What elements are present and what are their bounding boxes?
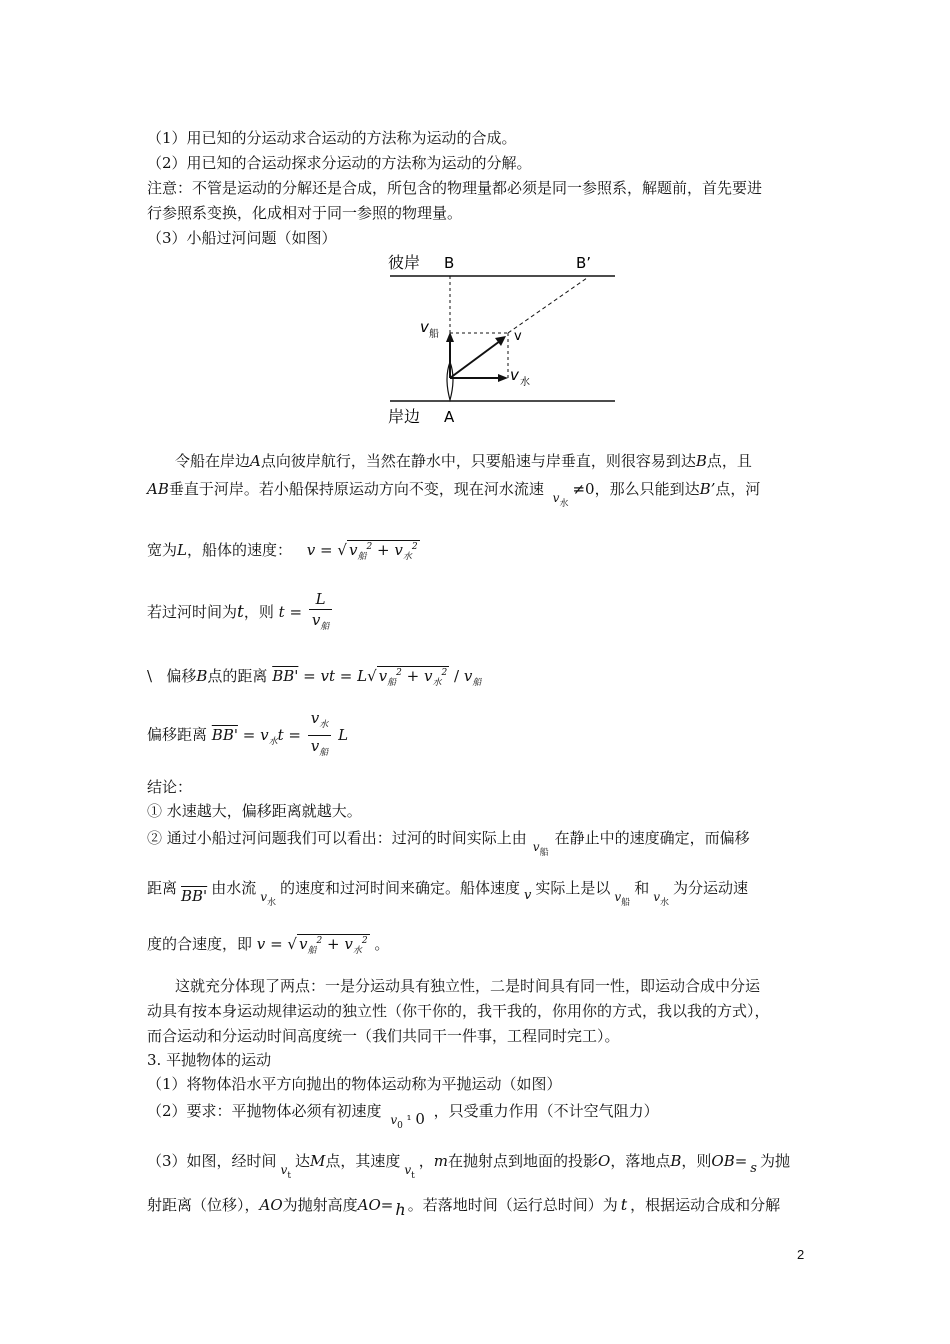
point-a-label: A <box>444 408 455 426</box>
v-ship-sub: 船 <box>429 329 439 340</box>
conclusion-2-cont: 距离 BB' 由水流 $v_水$的速度和过河时间来确定。船体速度 v 实际上是以 $v_船$和 $v_水$为分运动速 <box>147 879 749 908</box>
conclusion-heading: 结论： <box>147 778 193 796</box>
v-water-sub: 水 <box>520 377 530 388</box>
v-water-arrowhead <box>498 374 508 382</box>
dashed-line-to-b-prime <box>508 278 587 333</box>
point-b-prime-label: B’ <box>576 254 592 272</box>
summary-line-2: 动具有按本身运动规律运动的独立性（你干你的，我干我的，你用你的方式，我以我的方式）， <box>147 1002 770 1020</box>
near-bank-label: 岸边 <box>388 407 421 426</box>
text-line-1: （1）用已知的分运动求合运动的方法称为运动的合成。 <box>147 129 517 147</box>
v-ship-label: v <box>420 318 429 336</box>
paragraph-river-width: 宽为L，船体的速度： v = √ $v_船^2 + v_水^2$ <box>147 541 418 562</box>
text-line-2: （2）用已知的合运动探求分运动的方法称为运动的分解。 <box>147 154 532 172</box>
formula-time: t = $\frac{L}{v_船}$ <box>279 603 335 621</box>
conclusion-2-end: 度的合速度，即 v = √ $v_船^2 + v_水^2$ 。 <box>147 935 390 956</box>
formula-offset: BB' = vt = L√ $v_船^2 + v_水^2 / v_船$ <box>272 667 482 688</box>
paragraph-boat-line-1: 令船在岸边A点向彼岸航行，当然在静水中，只要船速与岸垂直，则很容易到达B点，且 <box>175 452 752 470</box>
section-3-item-3-cont: 射距离（位移），AO为抛射高度AO= h 。若落地时间（运行总时间）为 t ，根据运动合成和分解 <box>147 1195 781 1219</box>
page-number: 2 <box>797 1247 805 1262</box>
paragraph-offset-distance: 偏移距离 $BB' = v_水t$ = $\frac{v_水}{v_船}$ L <box>147 709 349 758</box>
section-3-item-2: （2）要求：平抛物体必须有初速度 $v_0$ ¹ 0 ，只受重力作用（不计空气阻力） <box>147 1100 659 1129</box>
boat-crossing-diagram <box>380 248 620 428</box>
section-3-heading: 3. 平抛物体的运动 <box>147 1051 272 1069</box>
point-b-label: B <box>444 254 455 272</box>
text-line-note: 注意：不管是运动的分解还是合成，所包含的物理量都必须是同一参照系，解题前，首先要进 <box>147 179 763 197</box>
v-water-label: v <box>510 366 519 384</box>
summary-line-1: 这就充分体现了两点：一是分运动具有独立性，二是时间具有同一性，即运动合成中分运 <box>175 977 761 995</box>
v-resultant-arrow <box>450 341 500 378</box>
conclusion-1: ① 水速越大，偏移距离就越大。 <box>147 802 362 820</box>
section-3-item-1: （1）将物体沿水平方向抛出的物体运动称为平抛运动（如图） <box>147 1075 562 1093</box>
text-line-boat-heading: （3）小船过河问题（如图） <box>147 229 337 247</box>
paragraph-crossing-time: 若过河时间为t，则 t = $\frac{L}{v_船}$ <box>147 588 334 636</box>
text-line-note-cont: 行参照系变换，化成相对于同一参照的物理量。 <box>147 204 463 222</box>
v-label: v <box>514 329 522 344</box>
formula-offset-2: $BB' = v_水t$ = $\frac{v_水}{v_船}$ L <box>211 709 349 758</box>
paragraph-offset-b: \ 偏移B点的距离 BB' = vt = L√ $v_船^2 + v_水^2 / v_船$ <box>147 667 482 688</box>
formula-v-resultant-2: v = √ $v_船^2 + v_水^2$ <box>256 935 368 956</box>
formula-v0-neq-0: $v_0$ ¹ 0 <box>390 1110 425 1131</box>
far-bank-label: 彼岸 <box>388 253 421 272</box>
conclusion-2: ② 通过小船过河问题我们可以看出：过河的时间实际上由 $v_船$在静止中的速度确定，而偏移 <box>147 829 750 858</box>
formula-v-resultant: v = √ $v_船^2 + v_水^2$ <box>306 541 418 562</box>
summary-line-3: 而合运动和分运动时间高度统一（我们共同干一件事，工程同时完工）。 <box>147 1027 620 1045</box>
section-3-item-3: （3）如图，经时间 $v_t$达M点，其速度 $v_t$，m在抛射点到地面的投影O，落地点B，则OB= s 为抛 <box>147 1152 790 1181</box>
paragraph-boat-line-2: AB垂直于河岸。若小船保持原运动方向不变，现在河水流速 $v_水\ne 0$，那么只能到达B’点，河 <box>147 480 761 509</box>
